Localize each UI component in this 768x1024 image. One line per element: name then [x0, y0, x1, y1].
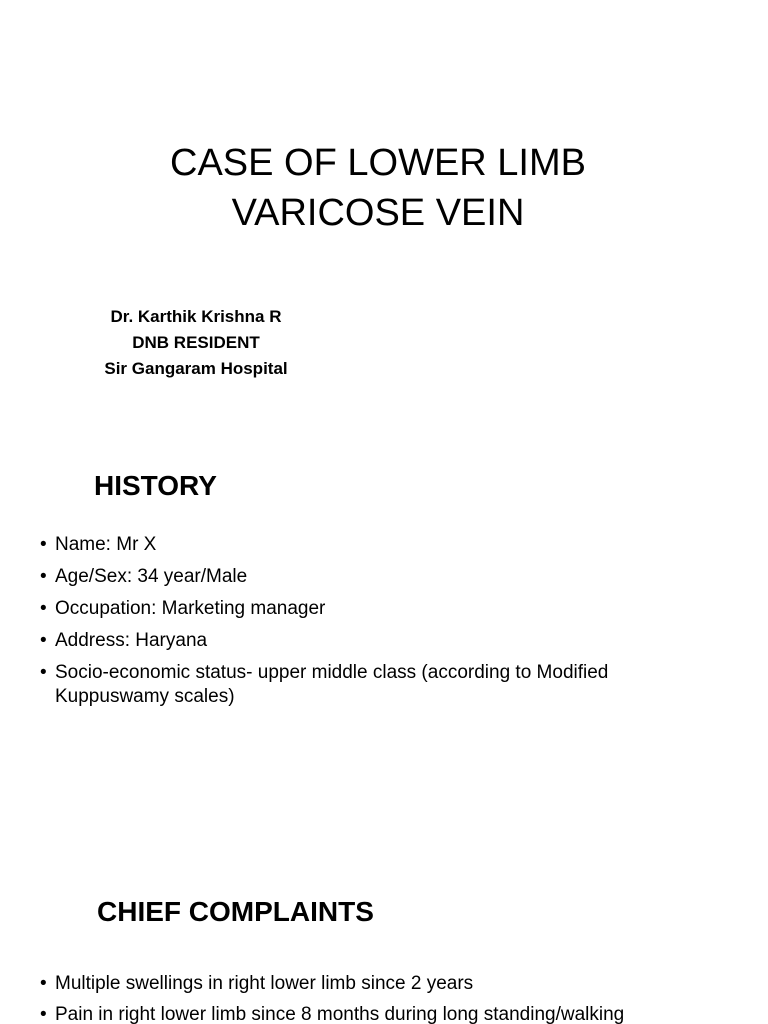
- list-item: [38, 597, 698, 621]
- list-item: [38, 972, 738, 996]
- author-block: [80, 304, 312, 382]
- history-item-address: Address: Haryana: [55, 630, 208, 651]
- history-heading: HISTORY: [94, 470, 217, 501]
- history-item-occupation: Occupation: Marketing manager: [55, 598, 326, 619]
- history-item-age-sex: Age/Sex: 34 year/Male: [55, 566, 248, 587]
- complaint-pain: Pain in right lower limb since 8 months during long standing/walking: [55, 1004, 625, 1024]
- list-item: [38, 533, 698, 557]
- bullet-icon: •: [40, 534, 47, 555]
- case-title-line-1: CASE OF LOWER LIMB: [170, 142, 586, 184]
- list-item: [38, 661, 698, 709]
- author-hospital: Sir Gangaram Hospital: [104, 359, 288, 378]
- case-title-line-2: VARICOSE VEIN: [231, 192, 525, 234]
- list-item: [38, 1003, 738, 1024]
- bullet-icon: •: [40, 973, 47, 994]
- bullet-icon: •: [40, 1004, 47, 1024]
- author-name: Dr. Karthik Krishna R: [110, 307, 282, 326]
- author-role: DNB RESIDENT: [132, 333, 260, 352]
- history-item-socioeconomic: Socio-economic status- upper middle class (according to Modified Kuppuswamy scales): [55, 662, 609, 707]
- history-list: [38, 533, 698, 717]
- chief-complaints-list: [38, 972, 738, 1024]
- bullet-icon: •: [40, 598, 47, 619]
- case-title: [0, 138, 756, 238]
- chief-complaints-heading: CHIEF COMPLAINTS: [97, 896, 374, 927]
- list-item: [38, 565, 698, 589]
- bullet-icon: •: [40, 630, 47, 651]
- bullet-icon: •: [40, 566, 47, 587]
- complaint-swellings: Multiple swellings in right lower limb since 2 years: [55, 973, 474, 994]
- bullet-icon: •: [40, 662, 47, 683]
- list-item: [38, 629, 698, 653]
- history-item-name: Name: Mr X: [55, 534, 157, 555]
